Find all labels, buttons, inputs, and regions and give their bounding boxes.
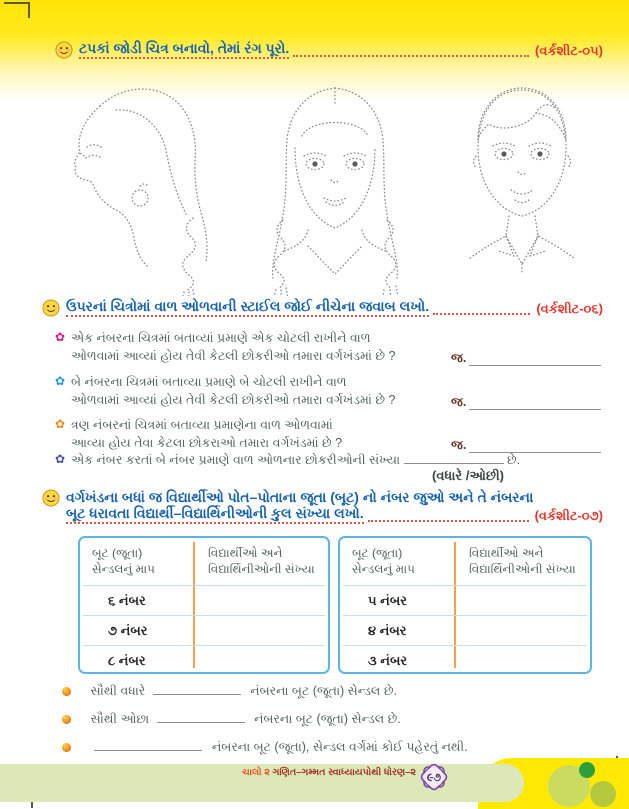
- answer-line-2[interactable]: [469, 398, 601, 410]
- footer-book-title: [150, 767, 416, 778]
- answer-line-1[interactable]: [469, 354, 601, 366]
- question-3-text: ત્રણ નંબરનાં ચિત્રમાં બતાવ્યા પ્રમાણેના વાળ ઓળવામાં આવ્યા હોય તેવા કેટલા છોકરાઓ તમારા વર્ગખંડમાં છે ?: [71, 418, 343, 450]
- question-2-text: બે નંબરના ચિત્રમાં બતાવ્યા પ્રમાણે બે ચોટલી રાખીને વાળ ઓળવામાં આવ્યાં હોય તેવી કેટલી છોકરીઓ તમારા વર્ગખંડમાં છે ?: [71, 375, 396, 407]
- section-3-worksheet-tag: (વર્કશીટ-૦૭): [534, 508, 603, 523]
- question-3: [55, 417, 603, 455]
- smiley-icon: [42, 489, 60, 507]
- flower-bullet-icon: ✿: [55, 417, 66, 431]
- dot-bullet-icon: [62, 715, 71, 724]
- table-answer-cells-left[interactable]: [200, 586, 324, 668]
- table-header-count: વિદ્યાર્થીઓ અને વિદ્યાર્થિનીઓની સંખ્યા: [208, 546, 315, 576]
- question-4: [55, 452, 603, 472]
- decor-circle-medium: [590, 781, 616, 807]
- crop-mark-top-left-h: [4, 2, 30, 4]
- fill-in-3: નંબરના બૂટ (જૂતા), સેન્ડલ વર્ગમાં કોઈ પહેરતું નથી.: [62, 740, 602, 755]
- fill-in-line-2[interactable]: [157, 712, 245, 723]
- table-column-divider: [454, 542, 456, 668]
- section-1-worksheet-tag: (વર્કશીટ-૦૫): [535, 43, 603, 58]
- question-1: [55, 330, 603, 368]
- section-3-header: [42, 489, 603, 524]
- question-4-hint: (વધારે /ઓછી): [432, 468, 504, 483]
- question-3-answer: જ.: [451, 438, 601, 453]
- question-2: [55, 374, 603, 412]
- fill-in-1: સૌથી વધારે નંબરના બૂટ (જૂતા) સેન્ડલ છે.: [62, 684, 602, 699]
- fill-in-line-3[interactable]: [94, 740, 202, 751]
- section-3-title-line2: બૂટ ધરાવતા વિદ્યાર્થી–વિદ્યાર્થિનીઓની કુલ સંખ્યા લખો.: [66, 505, 364, 524]
- page-number: ૯૭: [426, 772, 442, 784]
- question-1-answer: જ.: [451, 351, 601, 366]
- dotted-leader: [433, 313, 530, 315]
- smiley-icon: [42, 299, 60, 317]
- fill-in-line-1[interactable]: [153, 684, 241, 695]
- page-number-badge: [417, 760, 451, 794]
- table-column-divider: [193, 542, 195, 668]
- dot-bullet-icon: [62, 687, 71, 696]
- dotted-drawing-canvas[interactable]: [40, 78, 600, 296]
- table-row: ૩ નંબર: [368, 653, 408, 668]
- footer-series-label: ચાલો ૨: [242, 767, 270, 778]
- shoe-size-table-right: [338, 536, 592, 674]
- section-3-title-line1: વર્ગખંડના બધાં જ વિદ્યાર્થીઓ પોત–પોતાના જૂતા (બૂટ) નો નંબર જુઓ અને તે નંબરના: [66, 489, 534, 505]
- section-1-title: ટપકાં જોડી ચિત્ર બનાવો, તેમાં રંગ પૂરો.: [79, 40, 289, 59]
- question-2-answer: જ.: [451, 395, 601, 410]
- answer-line-4[interactable]: [404, 453, 504, 464]
- dot-bullet-icon: [62, 743, 71, 752]
- section-1-header: [55, 40, 603, 59]
- decor-circle-small: [579, 762, 595, 778]
- fill-in-2: સૌથી ઓછા નંબરના બૂટ (જૂતા) સેન્ડલ છે.: [62, 712, 602, 727]
- question-1-text: એક નંબરના ચિત્રમાં બતાવ્યાં પ્રમાણે એક ચોટલી રાખીને વાળ ઓળવામાં આવ્યાં હોય તેવી કેટલી છોકરીઓ તમારા વર્ગખંડમાં છે ?: [71, 331, 396, 363]
- table-header-size: બૂટ (જૂતા) સેન્ડલનું માપ: [352, 546, 415, 576]
- table-answer-cells-right[interactable]: [461, 586, 586, 668]
- table-row: ૫ નંબર: [368, 593, 407, 608]
- dotted-leader: [368, 520, 529, 522]
- crop-mark-top-left-v: [28, 2, 30, 18]
- table-row: ૪ નંબર: [368, 623, 407, 638]
- footer-title-label: ગણિત–ગમ્મત સ્વાધ્યાયપોથી ધોરણ–૨: [272, 767, 416, 778]
- table-header-count: વિદ્યાર્થીઓ અને વિદ્યાર્થિનીઓની સંખ્યા: [469, 546, 576, 576]
- question-4-text: એક નંબર કરતાં બે નંબર પ્રમાણે વાળ ઓળનાર છોકરીઓની સંખ્યા છે.: [71, 453, 521, 467]
- table-row: ૭ નંબર: [108, 623, 148, 638]
- flower-bullet-icon: ✿: [55, 374, 66, 388]
- table-header-size: બૂટ (જૂતા) સેન્ડલનું માપ: [92, 546, 155, 576]
- section-2-header: [42, 298, 603, 317]
- table-row: ૬ નંબર: [108, 593, 146, 608]
- flower-bullet-icon: ✿: [55, 452, 66, 466]
- figure-girl-front-two-braids: [271, 88, 399, 296]
- figure-girl-profile-one-braid: [75, 89, 207, 296]
- table-row: ૮ નંબર: [108, 653, 146, 668]
- shoe-size-table-left: [78, 536, 330, 674]
- dotted-leader: [293, 55, 529, 57]
- section-2-worksheet-tag: (વર્કશીટ-૦૬): [536, 301, 603, 316]
- flower-bullet-icon: ✿: [55, 330, 66, 344]
- section-2-title: ઉપરનાં ચિત્રોમાં વાળ ઓળવાની સ્ટાઈલ જોઈ નીચેના જવાબ લખો.: [66, 298, 429, 317]
- figure-boy-front-short-hair: [470, 88, 574, 274]
- smiley-icon: [55, 41, 73, 59]
